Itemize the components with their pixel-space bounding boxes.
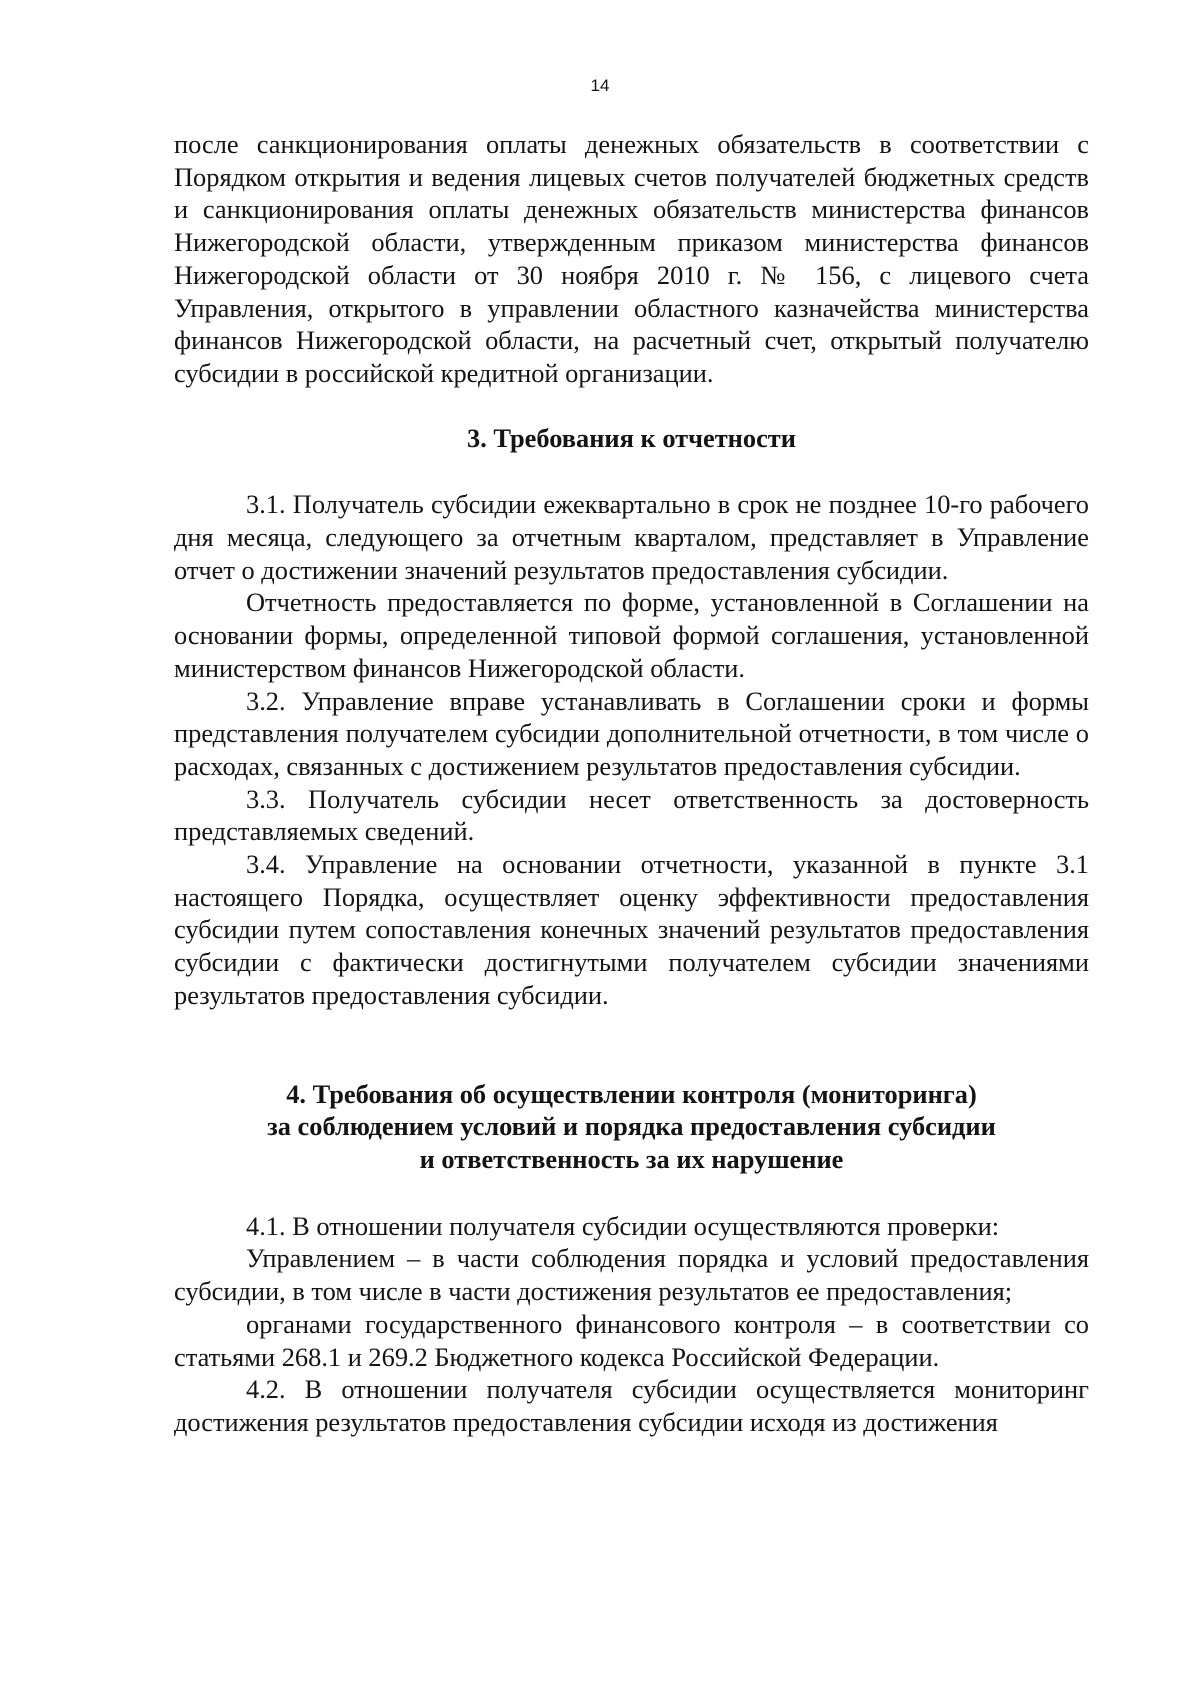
paragraph-4-2: 4.2. В отношении получателя субсидии осуществляется мониторинг достижения результатов предоставления субсидии исходя из достижения — [174, 1374, 1089, 1437]
paragraph-3-2: 3.2. Управление вправе устанавливать в Соглашении сроки и формы представления получателем субсидии дополнительной отчетности, в том числе о расходах, связанных с достижением результатов предоставления субсидии. — [174, 685, 1089, 781]
document-body — [174, 128, 1089, 1439]
section-4-heading-line-3: и ответственность за их нарушение — [419, 1143, 844, 1174]
paragraph-3-4: 3.4. Управление на основании отчетности, указанной в пункте 3.1 настоящего Порядка, осуществляет оценку эффективности предоставления субсидии путем сопоставления конечных значений результатов предоставления субсидии с фактически достигнутыми получателем субсидии значениями результатов предоставления субсидии. — [174, 849, 1089, 1010]
paragraph-3-1: 3.1. Получатель субсидии ежеквартально в срок не позднее 10-го рабочего дня месяца, следующего за отчетным кварталом, представляет в Управление отчет о достижении значений результатов предоставления субсидии. — [174, 489, 1089, 585]
page-number: 14 — [590, 76, 610, 95]
paragraph-intro: после санкционирования оплаты денежных обязательств в соответствии с Порядком открытия и ведения лицевых счетов получателей бюджетных средств и санкционирования оплаты денежных обязательств министерства финансов Нижегородской области, утвержденным приказом министерства финансов Нижегородской области от 30 ноября 2010 г. № 156, с лицевого счета Управления, открытого в управлении областного казначейства министерства финансов Нижегородской области, на расчетный счет, открытый получателю субсидии в российской кредитной организации. — [174, 129, 1089, 388]
section-4-heading-line-1: 4. Требования об осуществлении контроля (мониторинга) — [286, 1078, 977, 1109]
section-3-heading: 3. Требования к отчетности — [467, 422, 796, 453]
section-4-heading — [174, 1078, 1089, 1176]
section-4-heading-line-2: за соблюдением условий и порядка предоставления субсидии — [267, 1111, 996, 1142]
paragraph-4-1-management: Управлением – в части соблюдения порядка и условий предоставления субсидии, в том числе в части достижения результатов ее предоставления; — [174, 1243, 1089, 1307]
paragraph-4-1-control-bodies: органами государственного финансового контроля – в соответствии со статьями 268.1 и 269.2 Бюджетного кодекса Российской Федерации. — [174, 1308, 1089, 1372]
paragraph-4-1: 4.1. В отношении получателя субсидии осуществляются проверки: — [246, 1210, 1000, 1241]
paragraph-3-1-form: Отчетность предоставляется по форме, установленной в Соглашении на основании формы, определенной типовой формой соглашения, установленной министерством финансов Нижегородской области. — [174, 587, 1089, 683]
paragraph-3-3: 3.3. Получатель субсидии несет ответственность за достоверность представляемых сведений. — [174, 783, 1089, 847]
